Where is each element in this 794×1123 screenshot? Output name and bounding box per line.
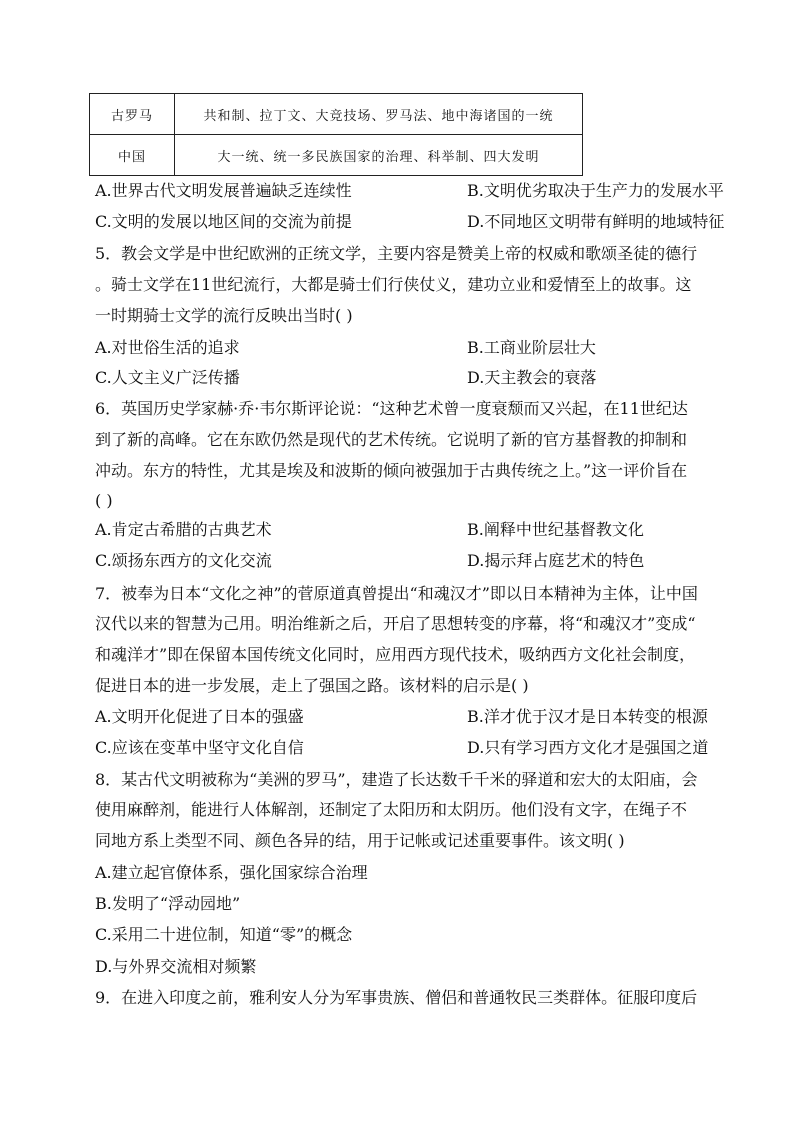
q5-stem-line-2: 。骑士文学在11世纪流行，大都是骑士们行侠仗义，建功立业和爱情至上的故事。这 [95, 275, 692, 294]
q4-option-c: C.文明的发展以地区间的交流为前提 [95, 212, 352, 231]
q5-options-row-1 [95, 338, 596, 358]
q7-stem-line-2: 汉代以来的智慧为己用。明治维新之后，开启了思想转变的序幕，将“和魂汉才”变成“ [95, 614, 696, 633]
q5-stem-line-3: 一时期骑士文学的流行反映出当时( ) [95, 306, 353, 325]
q5-option-a: A.对世俗生活的追求 [95, 338, 240, 357]
table-row [90, 94, 583, 135]
q6-stem-line-4: ( ) [95, 491, 113, 510]
q6-options-row-2 [95, 551, 645, 571]
q7-option-c: C.应该在变革中坚守文化自信 [95, 738, 304, 757]
q8-option-d: D.与外界交流相对频繁 [95, 957, 257, 976]
civilization-table [89, 93, 583, 176]
q8-option-b: B.发明了“浮动园地” [95, 894, 241, 913]
q5-option-b: B.工商业阶层壮大 [467, 338, 596, 357]
q4-option-a: A.世界古代文明发展普遍缺乏连续性 [95, 181, 352, 200]
q7-option-a: A.文明开化促进了日本的强盛 [95, 707, 304, 726]
q7-options-row-1 [95, 707, 708, 727]
q7-stem-line-4: 促进日本的进一步发展，走上了强国之路。该材料的启示是( ) [95, 676, 529, 695]
q5-option-c: C.人文主义广泛传播 [95, 368, 240, 387]
q5-options-row-2 [95, 368, 597, 388]
q6-stem-line-2: 到了新的高峰。它在东欧仍然是现代的艺术传统。它说明了新的官方基督教的抑制和 [95, 430, 688, 449]
q4-options-row-2 [95, 212, 725, 232]
table-row [90, 135, 583, 176]
q4-options-row-1 [95, 181, 724, 201]
q6-stem-line-1: 6．英国历史学家赫·乔·韦尔斯评论说：“这种艺术曾一度衰颓而又兴起，在11世纪达 [95, 399, 688, 418]
q7-stem-line-1: 7．被奉为日本“文化之神”的菅原道真曾提出“和魂汉才”即以日本精神为主体，让中国 [95, 584, 698, 603]
q8-option-c: C.采用二十进位制，知道“零”的概念 [95, 925, 353, 944]
q7-stem-line-3: 和魂洋才”即在保留本国传统文化同时，应用西方现代技术，吸纳西方文化社会制度， [95, 645, 696, 664]
table-cell-name: 中国 [90, 135, 175, 176]
q7-option-d: D.只有学习西方文化才是强国之道 [467, 738, 709, 757]
q6-stem-line-3: 冲动。东方的特性，尤其是埃及和波斯的倾向被强加于古典传统之上。”这一评价旨在 [95, 461, 688, 480]
table-cell-content: 共和制、拉丁文、大竞技场、罗马法、地中海诸国的一统 [175, 94, 583, 135]
q6-options-row-1 [95, 520, 644, 540]
q8-stem-line-2: 使用麻醉剂，能进行人体解剖，还制定了太阳历和太阴历。他们没有文字，在绳子不 [95, 800, 688, 819]
q6-option-a: A.肯定古希腊的古典艺术 [95, 520, 272, 539]
q8-stem-line-3: 同地方系上类型不同、颜色各异的结，用于记帐或记述重要事件。该文明( ) [95, 831, 625, 850]
q8-stem-line-1: 8．某古代文明被称为“美洲的罗马”，建造了长达数千千米的驿道和宏大的太阳庙，会 [95, 770, 698, 789]
q8-option-a: A.建立起官僚体系，强化国家综合治理 [95, 863, 368, 882]
q6-option-b: B.阐释中世纪基督教文化 [467, 520, 644, 539]
table-cell-name: 古罗马 [90, 94, 175, 135]
q5-option-d: D.天主教会的衰落 [467, 368, 597, 387]
q6-option-c: C.颂扬东西方的文化交流 [95, 551, 272, 570]
q7-options-row-2 [95, 738, 709, 758]
q9-stem-line-1: 9．在进入印度之前，雅利安人分为军事贵族、僧侣和普通牧民三类群体。征服印度后 [95, 988, 698, 1007]
q6-option-d: D.揭示拜占庭艺术的特色 [467, 551, 645, 570]
q7-option-b: B.洋才优于汉才是日本转变的根源 [467, 707, 708, 726]
q4-option-b: B.文明优劣取决于生产力的发展水平 [467, 181, 724, 200]
q4-option-d: D.不同地区文明带有鲜明的地域特征 [467, 212, 725, 231]
table-cell-content: 大一统、统一多民族国家的治理、科举制、四大发明 [175, 135, 583, 176]
q5-stem-line-1: 5．教会文学是中世纪欧洲的正统文学，主要内容是赞美上帝的权威和歌颂圣徒的德行 [95, 244, 698, 263]
